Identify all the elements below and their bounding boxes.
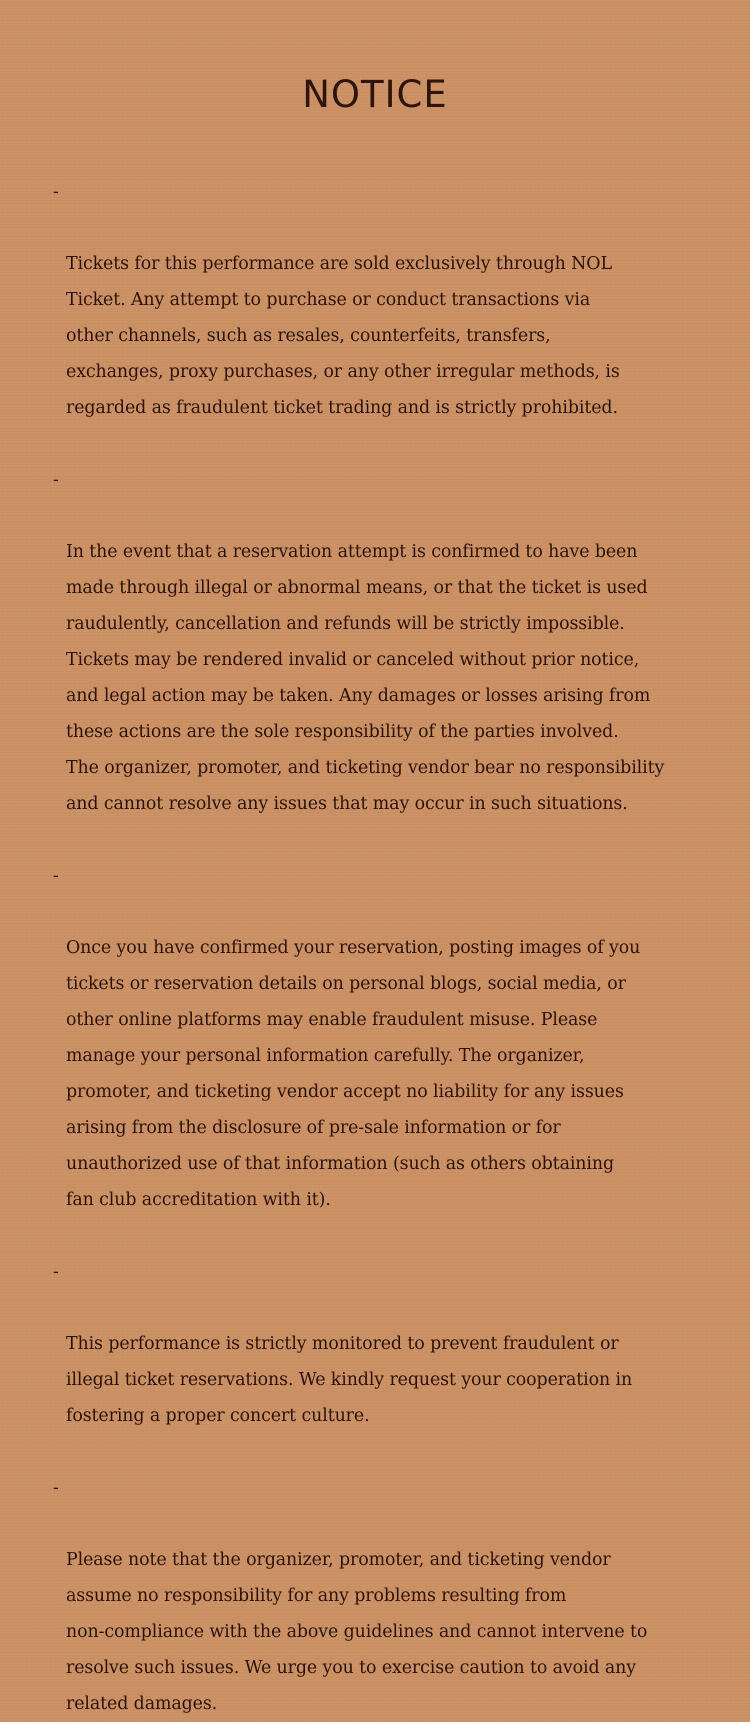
notice-text: In the event that a reservation attempt is confirmed to have been made through illegal or abnormal means, or that the ticket is used raudulently, cancellation and refunds will be strictly impossible. Tickets may be rendered invalid or canceled without prior notice, and legal action may be taken. Any damages or losses arising from these actions are the sole responsibility of the parties involved. The organizer, promoter, and ticketing vendor bear no responsibility and cannot resolve any issues that may occur in such situations. bbox=[66, 542, 665, 814]
notice-text: Tickets for this performance are sold exclusively through NOL Ticket. Any attempt to purchase or conduct transactions via other channels, such as resales, counterfeits, transfers, exchanges, proxy purchases, or any other irregular methods, is regarded as fraudulent ticket trading and is strictly prohibited. bbox=[66, 254, 620, 418]
notice-text: This performance is strictly monitored to prevent fraudulent or illegal ticket reservations. We kindly request your cooperation in fostering a proper concert culture. bbox=[66, 1334, 633, 1426]
dash-bullet-icon: - bbox=[53, 470, 59, 490]
notice-text: Please note that the organizer, promoter, and ticketing vendor assume no responsibility for any problems resulting from non-compliance with the above guidelines and cannot intervene to resolve such issues. We urge you to exercise caution to avoid any related damages. bbox=[66, 1550, 648, 1714]
dash-bullet-icon: - bbox=[53, 1262, 59, 1282]
notice-item bbox=[52, 1470, 702, 1722]
notice-text: Once you have confirmed your reservation, posting images of you tickets or reservation details on personal blogs, social media, or other online platforms may enable fraudulent misuse. Please manage your personal information carefully. The organizer, promoter, and ticketing vendor accept no liability for any issues arising from the disclosure of pre-sale information or for unauthorized use of that information (such as others obtaining fan club accreditation with it). bbox=[66, 938, 641, 1210]
dash-bullet-icon: - bbox=[53, 866, 59, 886]
notice-item bbox=[52, 1254, 702, 1434]
notice-item bbox=[52, 174, 702, 426]
page-title: NOTICE bbox=[302, 73, 448, 116]
notice-item bbox=[52, 462, 702, 822]
dash-bullet-icon: - bbox=[53, 1478, 59, 1498]
notice-list bbox=[52, 174, 702, 1722]
dash-bullet-icon: - bbox=[53, 182, 59, 202]
notice-item bbox=[52, 858, 702, 1218]
